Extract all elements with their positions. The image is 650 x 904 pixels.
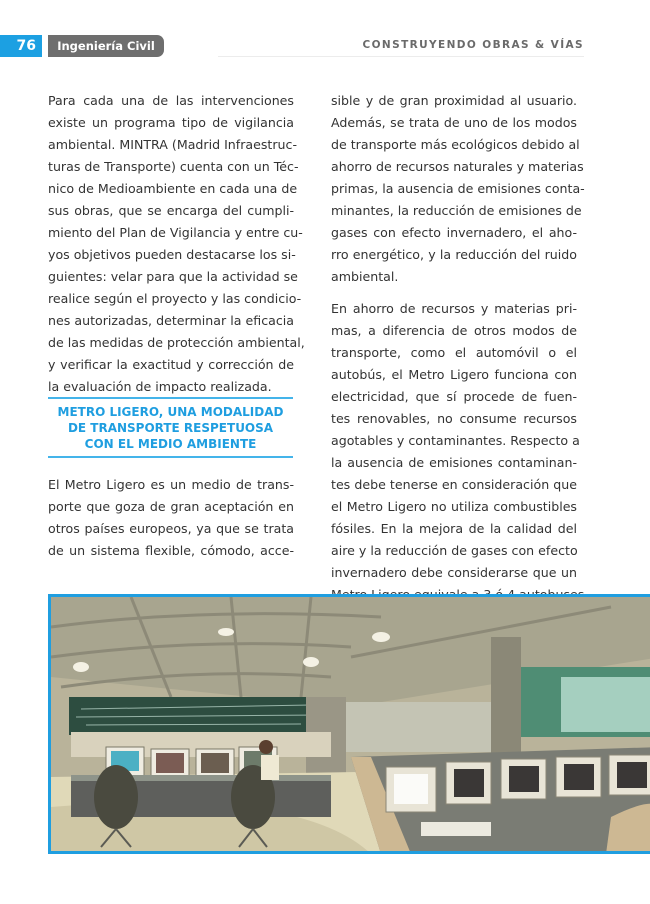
text-line: electricidad, que sí procede de fuen-	[331, 389, 577, 404]
text-line: sus obras, que se encarga del cumpli-	[48, 203, 294, 218]
text-line: de transporte más ecológicos debido al	[331, 137, 580, 152]
text-line: ambiental. MINTRA (Madrid Infraestruc-	[48, 137, 297, 152]
text-line: otros países europeos, ya que se trata	[48, 521, 294, 536]
section-heading	[48, 397, 293, 458]
header-rule	[218, 56, 584, 57]
left-column-paragraph-1	[48, 90, 305, 398]
text-line: rro energético, y la reducción del ruido	[331, 247, 577, 262]
text-line: nes autorizadas, determinar la eficacia	[48, 313, 294, 328]
text-line: primas, la ausencia de emisiones conta-	[331, 181, 585, 196]
heading-line: DE TRANSPORTE RESPETUOSA	[67, 420, 274, 435]
text-line: realice según el proyecto y las condicio-	[48, 291, 302, 306]
text-line: tes debe tenerse en consideración que	[331, 477, 577, 492]
running-head: CONSTRUYENDO OBRAS & VÍAS	[362, 39, 584, 51]
control-room-photo	[48, 594, 650, 854]
text-line: de las medidas de protección ambiental,	[48, 335, 305, 350]
text-line: sible y de gran proximidad al usuario.	[331, 93, 577, 108]
text-line: invernadero debe considerarse que un	[331, 565, 577, 580]
heading-line: CON EL MEDIO AMBIENTE	[84, 436, 257, 451]
text-line: el Metro Ligero no utiliza combustibles	[331, 499, 577, 514]
text-line: agotables y contaminantes. Respecto a	[331, 433, 580, 448]
text-line: yos objetivos pueden destacarse los si-	[48, 247, 296, 262]
text-line: guientes: velar para que la actividad se	[48, 269, 298, 284]
text-line: nico de Medioambiente en cada una de	[48, 181, 298, 196]
section-tab: Ingeniería Civil	[48, 35, 164, 57]
text-line: fósiles. En la mejora de la calidad del	[331, 521, 577, 536]
text-line: la evaluación de impacto realizada.	[48, 379, 272, 394]
text-line: Además, se trata de uno de los modos	[331, 115, 577, 130]
text-line: porte que goza de gran aceptación en	[48, 499, 294, 514]
text-line: gases con efecto invernadero, el aho-	[331, 225, 577, 240]
text-line: transporte, como el automóvil o el	[331, 345, 577, 360]
text-line: Para cada una de las intervenciones	[48, 93, 294, 108]
heading-line: METRO LIGERO, UNA MODALIDAD	[57, 404, 284, 419]
text-line: la ausencia de emisiones contaminan-	[331, 455, 577, 470]
right-column	[331, 90, 585, 606]
text-line: de un sistema flexible, cómodo, acce-	[48, 543, 294, 558]
text-line: y verificar la exactitud y corrección de	[48, 357, 294, 372]
text-line: existe un programa tipo de vigilancia	[48, 115, 294, 130]
left-column-paragraph-2	[48, 474, 294, 562]
text-line: tes renovables, no consume recursos	[331, 411, 577, 426]
text-line: mas, a diferencia de otros modos de	[331, 323, 577, 338]
text-line: turas de Transporte) cuenta con un Téc-	[48, 159, 299, 174]
text-line: autobús, el Metro Ligero funciona con	[331, 367, 577, 382]
text-line: ambiental.	[331, 269, 399, 284]
text-line: En ahorro de recursos y materias pri-	[331, 301, 577, 316]
text-line: miento del Plan de Vigilancia y entre cu-	[48, 225, 303, 240]
text-line: aire y la reducción de gases con efecto	[331, 543, 578, 558]
page-number: 76	[0, 35, 42, 57]
text-line: El Metro Ligero es un medio de trans-	[48, 477, 294, 492]
text-line: ahorro de recursos naturales y materias	[331, 159, 584, 174]
text-line: minantes, la reducción de emisiones de	[331, 203, 582, 218]
